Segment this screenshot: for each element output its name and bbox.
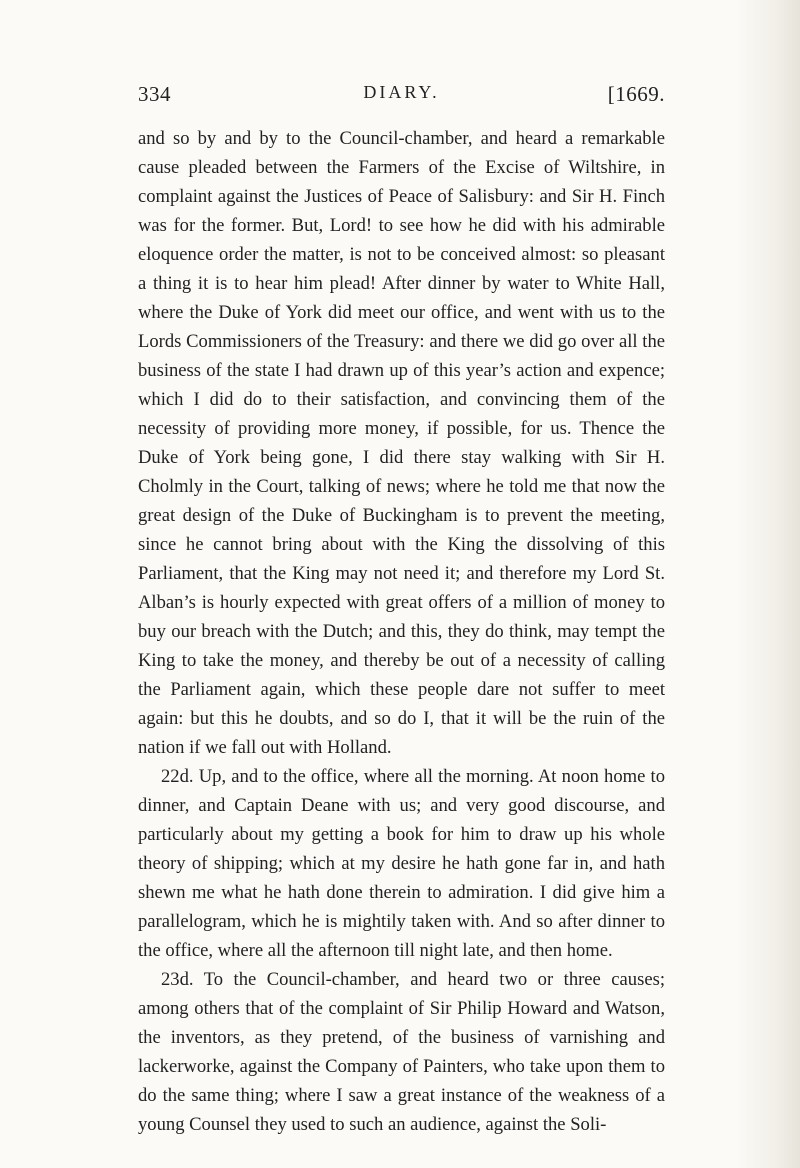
- diary-text: [138, 124, 665, 1139]
- paragraph-entry-22d: 22d. Up, and to the office, where all the morning. At noon home to dinner, and Captain Deane with us; and very good discourse, and particularly about my getting a book for him to draw up his whole theory of shipping; which at my desire he hath gone far in, and hath shewn me what he hath done therein to admiration. I did give him a parallelogram, which he is mightily taken with. And so after dinner to the office, where all the afternoon till night late, and then home.: [138, 766, 665, 961]
- year-label: [1669.: [607, 82, 665, 106]
- page-number: 334: [138, 82, 171, 106]
- paragraph-entry-23d: 23d. To the Council-chamber, and heard two or three causes; among others that of the complaint of Sir Philip Howard and Watson, the inventors, as they pretend, of the business of varnishing and lackerworke, against the Company of Painters, who take upon them to do the same thing; where I saw a great instance of the weakness of a young Counsel they used to such an audience, against the Soli-: [138, 969, 665, 1135]
- running-title: DIARY.: [363, 82, 440, 102]
- paragraph-continuation: and so by and by to the Council-chamber, and heard a remarkable cause pleaded between the Farmers of the Excise of Wiltshire, in complaint against the Justices of Peace of Salisbury: and Sir H. Finch was for the former. But, Lord! to see how he did with his admirable eloquence order the matter, is not to be conceived almost: so pleasant a thing it is to hear him plead! After dinner by water to White Hall, where the Duke of York did meet our office, and went with us to the Lords Commissioners of the Treasury: and there we did go over all the business of the state I had drawn up of this year’s action and expence; which I did do to their satisfaction, and convincing them of the necessity of providing more money, if possible, for us. Thence the Duke of York being gone, I did there stay walking with Sir H. Cholmly in the Court, talking of news; where he told me that now the great design of the Duke of Buckingham is to prevent the meeting, since he cannot bring about with the King the dissolving of this Parliament, that the King may not need it; and therefore my Lord St. Alban’s is hourly expected with great offers of a million of money to buy our breach with the Dutch; and this, they do think, may tempt the King to take the money, and thereby be out of a necessity of calling the Parliament again, which these people dare not suffer to meet again: but this he doubts, and so do I, that it will be the ruin of the nation if we fall out with Holland.: [138, 128, 665, 758]
- page-header: [138, 82, 665, 114]
